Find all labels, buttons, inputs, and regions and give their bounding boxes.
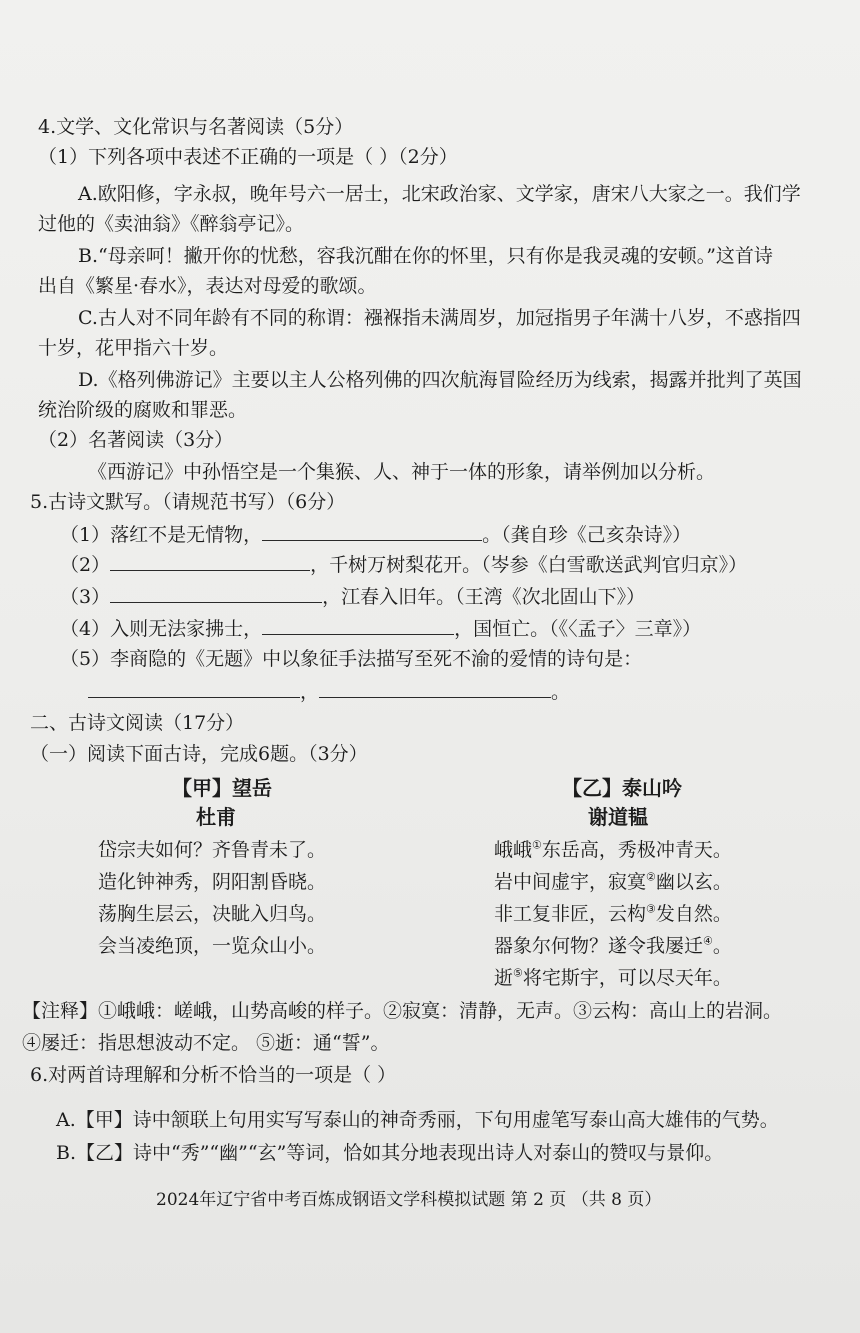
- notes-line-1: 【注释】①峨峨：嵯峨，山势高峻的样子。②寂寞：清静，无声。③云构：高山上的岩洞。: [22, 1000, 783, 1022]
- poem-jia-line-2: 造化钟神秀，阴阳割昏晓。: [98, 871, 327, 893]
- note-marker-3: ③: [646, 902, 656, 916]
- q5-item-3-suffix: ，江春入旧年。（王湾《次北固山下》）: [322, 586, 646, 608]
- poem-yi-line-5: [494, 964, 732, 992]
- q4-option-b-line2: 出自《繁星·春水》，表达对母爱的歌颂。: [38, 275, 377, 297]
- q4-heading: 4.文学、文化常识与名著阅读（5分）: [38, 116, 354, 138]
- poem-yi-line-1: [494, 836, 732, 864]
- q5-item-3-prefix: （3）: [60, 586, 111, 608]
- poem-yi-line-4: [494, 932, 732, 960]
- poem-yi-line-2: [494, 868, 732, 896]
- poem-yi-line-5-b: 将宅斯宇，可以尽天年。: [522, 967, 732, 989]
- poem-jia-line-1: 岱宗夫如何？齐鲁青未了。: [98, 839, 327, 861]
- poem-yi-line-4-b: 。: [712, 935, 732, 957]
- poem-yi-line-1-b: 东岳高，秀极冲青天。: [541, 839, 732, 861]
- q5-item-1: [60, 520, 691, 549]
- q5-item-1-blank[interactable]: [262, 520, 482, 541]
- poem-jia-title: 【甲】望岳: [172, 776, 272, 800]
- q5-item-4: [60, 614, 701, 643]
- q5-item-2: [60, 550, 747, 579]
- q6-heading: 6.对两首诗理解和分析不恰当的一项是（ ）: [30, 1064, 397, 1086]
- q4-option-a-line1: A.欧阳修，字永叔，晚年号六一居士，北宋政治家、文学家，唐宋八大家之一。我们学: [78, 183, 801, 205]
- poem-yi-line-3-b: 发自然。: [655, 903, 732, 925]
- poem-jia-line-4: 会当凌绝顶，一览众山小。: [98, 935, 327, 957]
- poem-yi-author: 谢道韫: [588, 805, 648, 829]
- q5-item-3: [60, 582, 645, 611]
- note-marker-2: ②: [646, 870, 656, 884]
- q5-item-5: （5）李商隐的《无题》中以象征手法描写至死不渝的爱情的诗句是：: [60, 648, 643, 670]
- q5-item-2-suffix: ，千树万树梨花开。（岑参《白雪歌送武判官归京》）: [310, 554, 748, 576]
- section2-heading: 二、古诗文阅读（17分）: [30, 712, 245, 734]
- q5-heading: 5.古诗文默写。（请规范书写）（6分）: [30, 491, 346, 513]
- q5-item-3-blank[interactable]: [110, 582, 322, 603]
- q5-item-5-blank-1[interactable]: [88, 677, 300, 698]
- q6-option-a: A.【甲】诗中颔联上句用实写写泰山的神奇秀丽，下句用虚笔写泰山高大雄伟的气势。: [56, 1109, 779, 1131]
- q4-sub2: （2）名著阅读（3分）: [38, 429, 234, 451]
- poem-yi-line-2-b: 幽以玄。: [655, 871, 732, 893]
- q5-item-5-blank-2[interactable]: [319, 677, 551, 698]
- q4-option-d-line2: 统治阶级的腐败和罪恶。: [38, 399, 248, 421]
- q4-sub1: （1）下列各项中表述不正确的一项是（ ）（2分）: [38, 146, 458, 168]
- q5-item-5-comma: ，: [300, 681, 320, 703]
- q4-option-b-line1: B.“母亲呵！撇开你的忧愁，容我沉酣在你的怀里，只有你是我灵魂的安顿。”这首诗: [78, 245, 773, 267]
- q5-item-2-prefix: （2）: [60, 554, 111, 576]
- poem-yi-title: 【乙】泰山吟: [562, 776, 682, 800]
- q5-item-4-suffix: ，国恒亡。（《〈孟子〉三章》）: [454, 618, 702, 640]
- q5-item-5-period: 。: [551, 681, 571, 703]
- q5-item-5-answer: [88, 677, 570, 706]
- poem-yi-line-4-a: 器象尔何物？遂令我屡迁: [494, 935, 704, 957]
- section2-sub: （一）阅读下面古诗，完成6题。（3分）: [30, 743, 368, 765]
- q4-option-c-line1: C.古人对不同年龄有不同的称谓：襁褓指未满周岁，加冠指男子年满十八岁，不惑指四: [78, 307, 801, 329]
- poem-jia-line-3: 荡胸生层云，决眦入归鸟。: [98, 903, 327, 925]
- q5-item-4-prefix: （4）入则无法家拂士，: [60, 618, 263, 640]
- poem-yi-line-5-a: 逝: [494, 967, 514, 989]
- q4-option-c-line2: 十岁，花甲指六十岁。: [38, 337, 229, 359]
- poem-yi-line-3-a: 非工复非匠，云构: [494, 903, 647, 925]
- note-marker-4: ④: [703, 934, 713, 948]
- q4-option-d-line1: D.《格列佛游记》主要以主人公格列佛的四次航海冒险经历为线索，揭露并批判了英国: [78, 369, 802, 391]
- q4-option-a-line2: 过他的《卖油翁》《醉翁亭记》。: [38, 213, 305, 235]
- poem-yi-line-3: [494, 900, 732, 928]
- q5-item-1-prefix: （1）落红不是无情物，: [60, 524, 263, 546]
- q5-item-2-blank[interactable]: [110, 550, 310, 571]
- notes-line-2: ④屡迁：指思想波动不定。 ⑤逝：通“誓”。: [22, 1032, 390, 1054]
- note-marker-1: ①: [532, 838, 542, 852]
- q5-item-4-blank[interactable]: [262, 614, 454, 635]
- q4-sub2-text: 《西游记》中孙悟空是一个集猴、人、神于一体的形象，请举例加以分析。: [88, 461, 716, 483]
- page-footer: 2024年辽宁省中考百炼成钢语文学科模拟试题 第 2 页 （共 8 页）: [156, 1190, 662, 1210]
- q5-item-1-suffix: 。（龚自珍《己亥杂诗》）: [482, 524, 692, 546]
- q6-option-b: B.【乙】诗中“秀”“幽”“玄”等词，恰如其分地表现出诗人对泰山的赞叹与景仰。: [56, 1142, 724, 1164]
- poem-yi-line-1-a: 峨峨: [494, 839, 533, 861]
- poem-jia-author: 杜甫: [196, 805, 236, 829]
- poem-yi-line-2-a: 岩中间虚宇，寂寞: [494, 871, 647, 893]
- note-marker-5: ⑤: [513, 966, 523, 980]
